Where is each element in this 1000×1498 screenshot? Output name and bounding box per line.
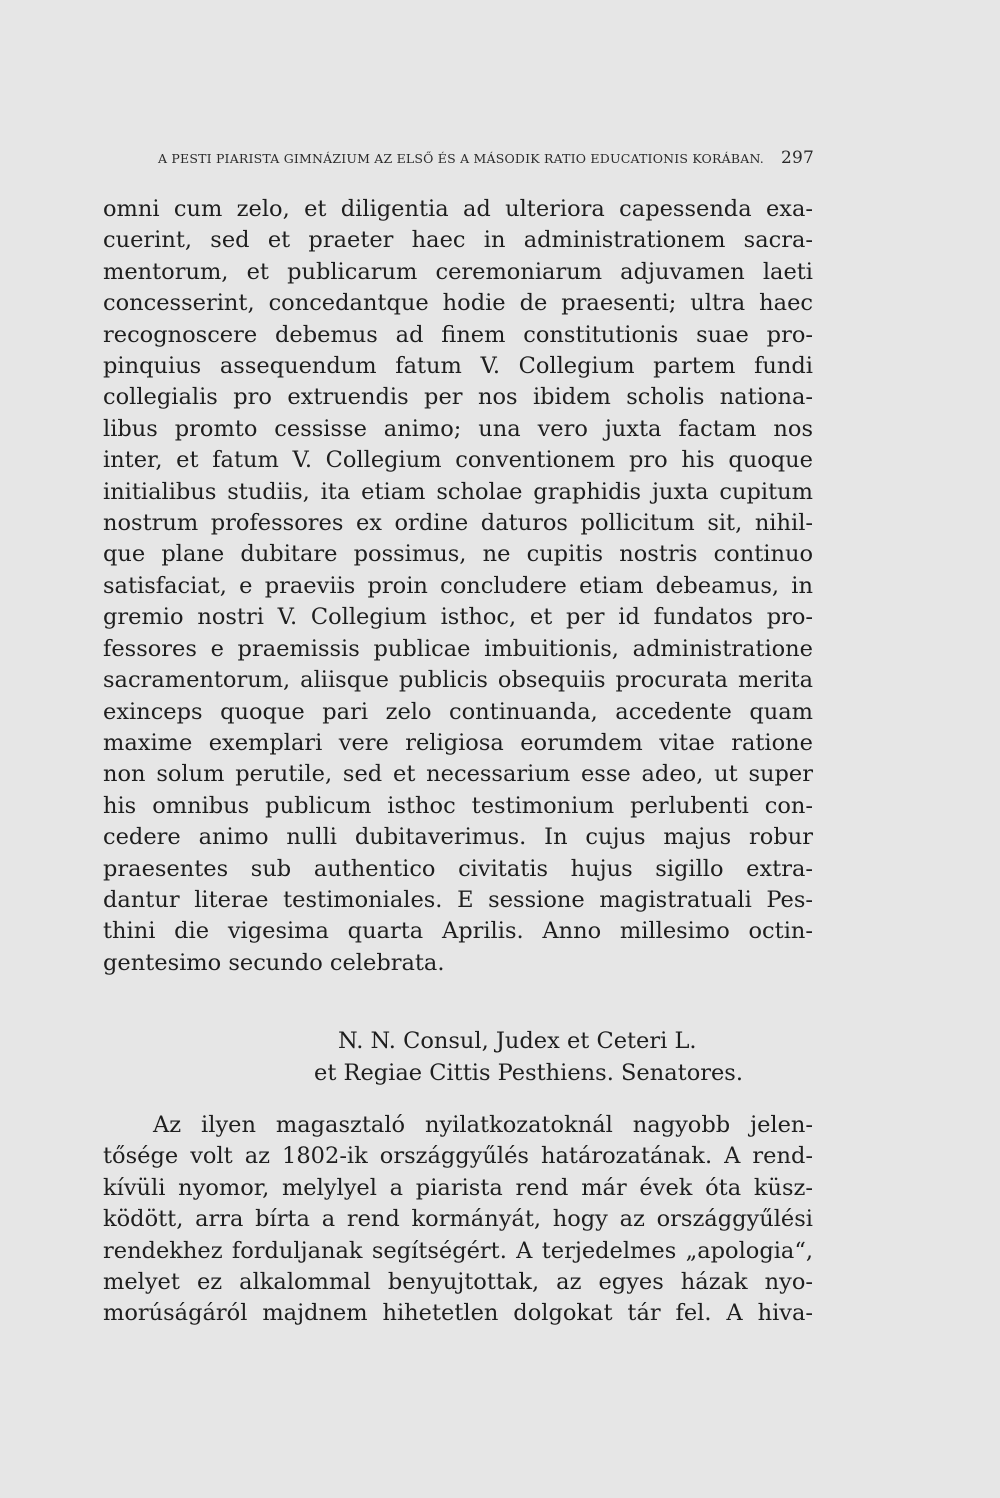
text-line: cuerint, sed et praeter haec in administrationem sacra-: [103, 227, 813, 254]
text-line: morúságáról majdnem hihetetlen dolgokat tár fel. A hiva-: [103, 1300, 813, 1327]
text-line: kívüli nyomor, melylyel a piarista rend már évek óta küsz-: [103, 1174, 813, 1201]
hungarian-paragraph: [103, 1110, 813, 1330]
signature-line-2: et Regiae Cittis Pesthiens. Senatores.: [314, 1060, 744, 1086]
text-line: concesserint, concedantque hodie de praesenti; ultra haec: [103, 290, 813, 317]
text-line: que plane dubitare possimus, ne cupitis nostris continuo: [103, 541, 813, 568]
text-line: Az ilyen magasztaló nyilatkozatoknál nagyobb jelen-: [153, 1112, 813, 1138]
text-line: nostrum professores ex ordine daturos pollicitum sit, nihil-: [103, 510, 813, 537]
text-line: inter, et fatum V. Collegium conventionem pro his quoque: [103, 447, 813, 474]
page-number: 297: [780, 148, 814, 168]
text-line: gremio nostri V. Collegium isthoc, et per id fundatos pro-: [103, 604, 813, 631]
text-line: tősége volt az 1802-ik országgyűlés határozatának. A rend-: [103, 1143, 813, 1170]
text-line: libus promto cessisse animo; una vero juxta factam nos: [103, 415, 813, 442]
text-line: sacramentorum, aliisque publicis obsequiis procurata merita: [103, 667, 813, 694]
text-line: praesentes sub authentico civitatis hujus sigillo extra-: [103, 855, 813, 882]
text-line: pinquius assequendum fatum V. Collegium partem fundi: [103, 353, 813, 380]
running-header: [158, 148, 814, 168]
text-line: cedere animo nulli dubitaverimus. In cujus majus robur: [103, 824, 813, 851]
text-line: collegialis pro extruendis per nos ibidem scholis nationa-: [103, 384, 813, 411]
signature-line-1: N. N. Consul, Judex et Ceteri L.: [338, 1028, 697, 1054]
running-title: A PESTI PIARISTA GIMNÁZIUM AZ ELSŐ ÉS A MÁSODIK RATIO EDUCATIONIS KORÁBAN.: [158, 151, 764, 166]
text-line: non solum perutile, sed et necessarium esse adeo, ut super: [103, 761, 813, 788]
text-line: thini die vigesima quarta Aprilis. Anno millesimo octin-: [103, 918, 813, 945]
text-line: maxime exemplari vere religiosa eorumdem vitae ratione: [103, 729, 813, 756]
text-line: rendekhez forduljanak segítségért. A terjedelmes „apologia“,: [103, 1237, 813, 1264]
text-line: omni cum zelo, et diligentia ad ulteriora capessenda exa-: [103, 196, 813, 222]
text-line: satisfaciat, e praeviis proin concludere etiam debeamus, in: [103, 572, 813, 599]
text-line: fessores e praemissis publicae imbuitionis, administratione: [103, 635, 813, 662]
text-line: gentesimo secundo celebrata.: [103, 949, 445, 976]
text-line: initialibus studiis, ita etiam scholae graphidis juxta cupitum: [103, 478, 813, 505]
text-line: ködött, arra bírta a rend kormányát, hogy az országgyűlési: [103, 1206, 813, 1233]
latin-paragraph: [103, 194, 813, 979]
text-line: dantur literae testimoniales. E sessione magistratuali Pes-: [103, 886, 813, 913]
text-line: mentorum, et publicarum ceremoniarum adjuvamen laeti: [103, 258, 813, 285]
text-line: exinceps quoque pari zelo continuanda, accedente quam: [103, 698, 813, 725]
text-line: melyet ez alkalommal benyujtottak, az egyes házak nyo-: [103, 1269, 813, 1296]
text-line: recognoscere debemus ad finem constitutionis suae pro-: [103, 321, 813, 348]
text-line: his omnibus publicum isthoc testimonium perlubenti con-: [103, 792, 813, 819]
